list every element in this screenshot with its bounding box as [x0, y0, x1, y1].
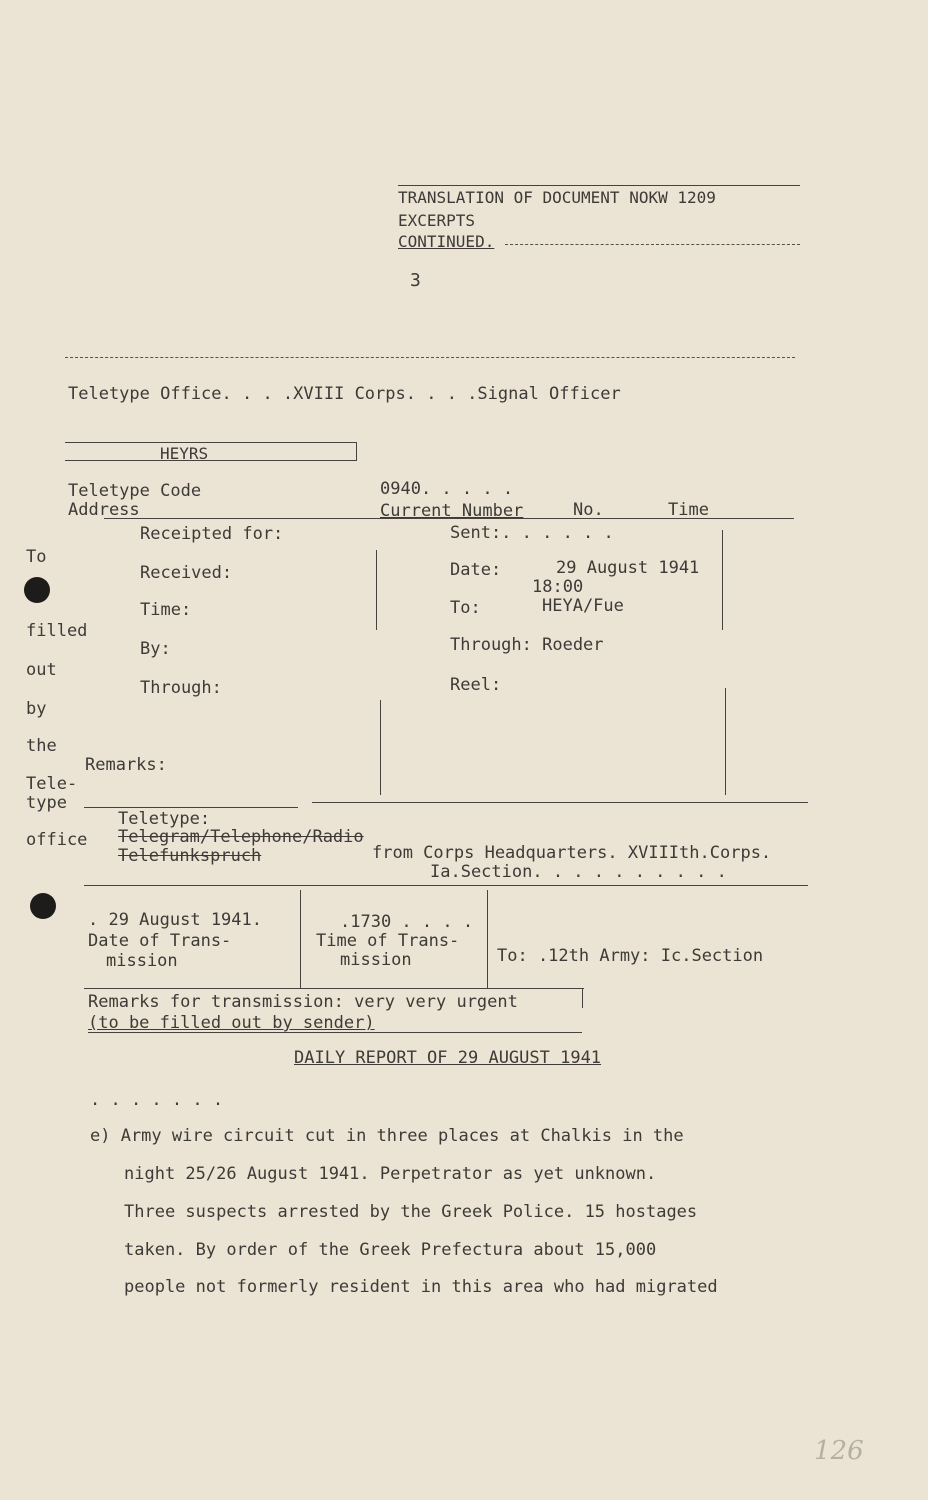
header-excerpts: EXCERPTS — [398, 211, 476, 230]
transmission-date-label-2: mission — [106, 951, 178, 971]
middle-divider-upper — [376, 550, 377, 630]
daily-report-title: DAILY REPORT OF 29 AUGUST 1941 — [294, 1048, 602, 1068]
code-value: 0940. . . . . — [380, 479, 514, 499]
remarks-label: Remarks: — [85, 755, 167, 775]
office-line: Teletype Office. . . .XVIII Corps. . . .Signal Officer — [68, 384, 621, 404]
teletype-label: Teletype: — [118, 809, 211, 829]
section-line: Ia.Section. . . . . . . . . . — [430, 862, 727, 882]
office-divider — [65, 357, 795, 358]
through-value: Through: Roeder — [450, 635, 604, 655]
code-label: Teletype Code — [68, 481, 202, 501]
to-value: HEYA/Fue — [542, 596, 624, 616]
date-label: Date: — [450, 560, 502, 580]
body-line-4: taken. By order of the Greek Prefectura about 15,000 — [124, 1240, 657, 1260]
transmission-date-label: Date of Trans- — [88, 931, 232, 951]
page-number: 126 — [814, 1436, 864, 1466]
heyrs-box-label: HEYRS — [160, 444, 209, 463]
header-underline — [505, 244, 800, 245]
teletype-struck-types: Telegram/Telephone/Radio — [118, 827, 364, 847]
punch-hole-top — [24, 577, 50, 603]
margin-the: the — [26, 736, 57, 756]
no-label: No. — [573, 500, 604, 520]
remarks-tick — [582, 988, 583, 1008]
page-no: 3 — [410, 270, 421, 291]
remarks-transmission: Remarks for transmission: very very urgent — [88, 992, 518, 1012]
date-value: 29 August 1941 — [556, 558, 700, 578]
time-label: Time — [668, 500, 709, 520]
current-number-label: Current Number — [380, 501, 524, 521]
received-label: Received: — [140, 563, 233, 583]
punch-hole-bottom — [30, 893, 56, 919]
reel-label: Reel: — [450, 675, 502, 695]
transmission-time-label-2: mission — [340, 950, 412, 970]
heyrs-box-right — [356, 442, 357, 460]
margin-out: out — [26, 660, 57, 680]
time-value: 18:00 — [532, 577, 584, 597]
from-line: from Corps Headquarters. XVIIIth.Corps. — [372, 843, 772, 863]
teletype-struck-funk: Telefunkspruch — [118, 846, 262, 866]
transmission-to: To: .12th Army: Ic.Section — [497, 946, 764, 966]
middle-divider-lower — [380, 700, 381, 795]
body-line-5: people not formerly resident in this area who had migrated — [124, 1277, 718, 1297]
margin-tele: Tele- — [26, 774, 78, 794]
heyrs-box-bottom — [65, 460, 357, 461]
margin-by: by — [26, 699, 47, 719]
margin-to: To — [26, 547, 47, 567]
margin-type: type — [26, 793, 67, 813]
remarks-underline — [88, 1032, 582, 1033]
right-divider-upper — [722, 530, 723, 630]
remarks-filled-by-sender: (to be filled out by sender) — [88, 1013, 375, 1033]
transmission-time-value: .1730 . . . . — [340, 912, 474, 932]
sent-label: Sent:. . . . . . — [450, 523, 614, 543]
transmission-divider-2 — [487, 890, 488, 988]
transmission-top-rule — [84, 885, 808, 886]
header-top-rule — [398, 185, 800, 186]
time-field-label: Time: — [140, 600, 192, 620]
transmission-divider-1 — [300, 890, 301, 988]
through-label: Through: — [140, 678, 222, 698]
body-line-3: Three suspects arrested by the Greek Police. 15 hostages — [124, 1202, 698, 1222]
transmission-time-label: Time of Trans- — [316, 931, 460, 951]
header-title: TRANSLATION OF DOCUMENT NOKW 1209 — [398, 188, 716, 207]
header-continued: CONTINUED. — [398, 232, 495, 251]
by-label: By: — [140, 639, 171, 659]
to-label: To: — [450, 598, 481, 618]
separator-right — [312, 802, 808, 803]
body-line-2: night 25/26 August 1941. Perpetrator as yet unknown. — [124, 1164, 657, 1184]
margin-office: office — [26, 830, 88, 850]
margin-filled: filled — [26, 621, 88, 641]
ellipsis-line: . . . . . . . — [90, 1090, 224, 1110]
separator-left — [84, 807, 298, 808]
receipted-label: Receipted for: — [140, 524, 284, 544]
heyrs-box-top — [65, 442, 357, 443]
right-divider-lower — [725, 688, 726, 795]
address-label: Address — [68, 500, 140, 520]
transmission-bottom-rule — [84, 988, 584, 989]
body-line-1: e) Army wire circuit cut in three places at Chalkis in the — [90, 1126, 684, 1146]
transmission-date-value: . 29 August 1941. — [88, 910, 262, 930]
form-top-rule — [104, 518, 794, 519]
